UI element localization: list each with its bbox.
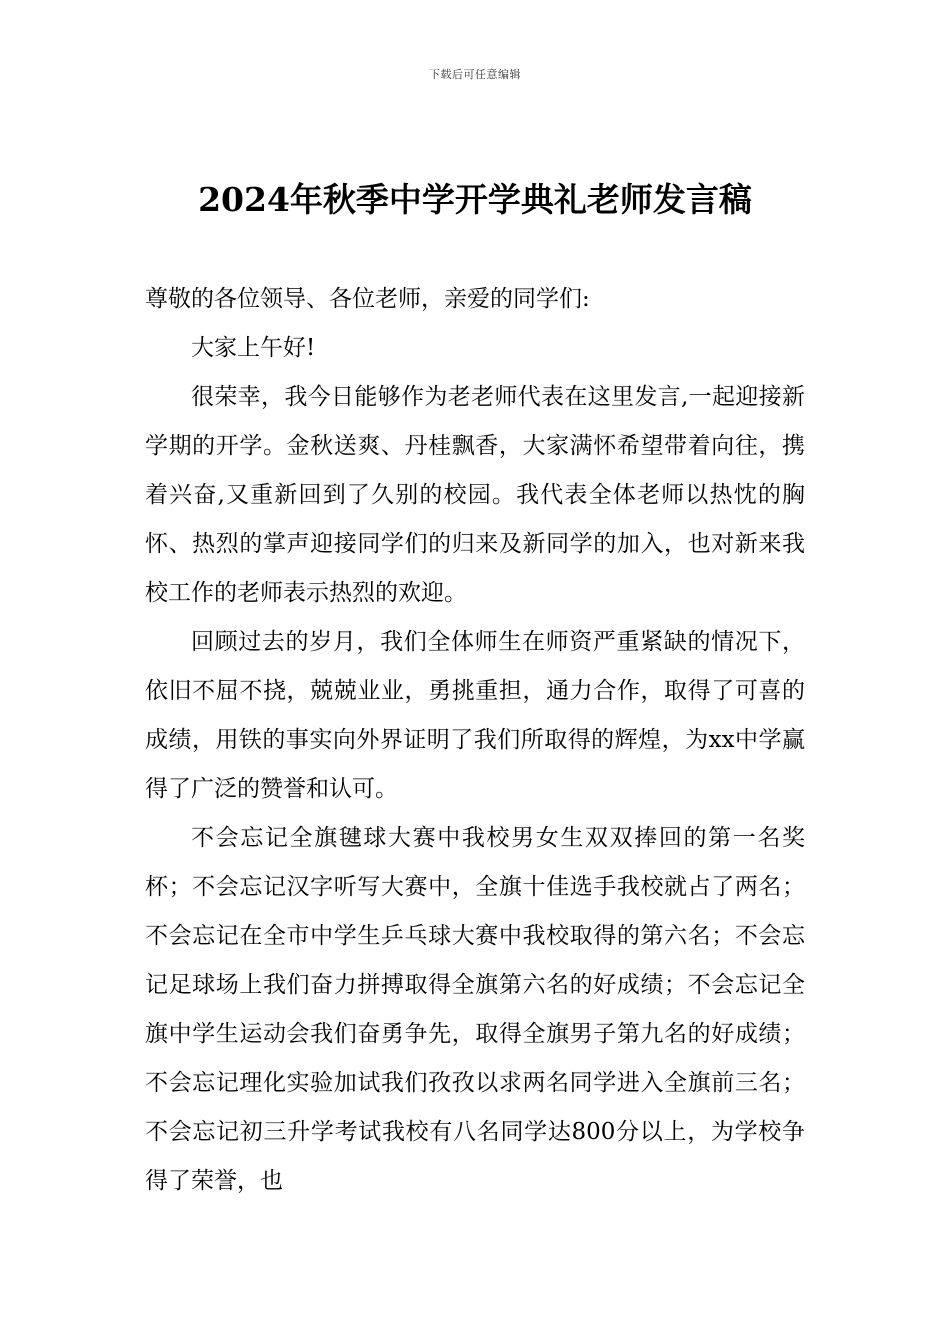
paragraph-greeting: 大家上午好!: [191, 335, 316, 361]
paragraph-welcome: 很荣幸，我今日能够作为老老师代表在这里发言,一起迎接新学期的开学。金秋送爽、丹桂飘香，大家满怀希望带着向往，携着兴奋,又重新回到了久别的校园。我代表全体老师以热忱的胸怀、热烈的掌声迎接同学们的归来及新同学的加入，也对新来我校工作的老师表示热烈的欢迎。: [145, 384, 805, 606]
document-title: 2024年秋季中学开学典礼老师发言稿: [198, 180, 752, 219]
page-header-note: 下载后可任意编辑: [429, 68, 521, 81]
salutation: 尊敬的各位领导、各位老师，亲爱的同学们:: [145, 286, 590, 312]
paragraph-review: 回顾过去的岁月，我们全体师生在师资严重紧缺的情况下，依旧不屈不挠，兢兢业业，勇挑重担，通力合作，取得了可喜的成绩，用铁的事实向外界证明了我们所取得的辉煌，为xx中学赢得了广泛的赞誉和认可。: [145, 629, 805, 802]
paragraph-achievements: 不会忘记全旗毽球大赛中我校男女生双双捧回的第一名奖杯；不会忘记汉字听写大赛中，全旗十佳选手我校就占了两名；不会忘记在全市中学生乒乓球大赛中我校取得的第六名；不会忘记足球场上我们奋力拼搏取得全旗第六名的好成绩；不会忘记全旗中学生运动会我们奋勇争先，取得全旗男子第九名的好成绩；不会忘记理化实验加试我们孜孜以求两名同学进入全旗前三名；不会忘记初三升学考试我校有八名同学达800分以上，为学校争得了荣誉，也: [145, 825, 805, 1194]
document-body: [145, 275, 805, 1206]
